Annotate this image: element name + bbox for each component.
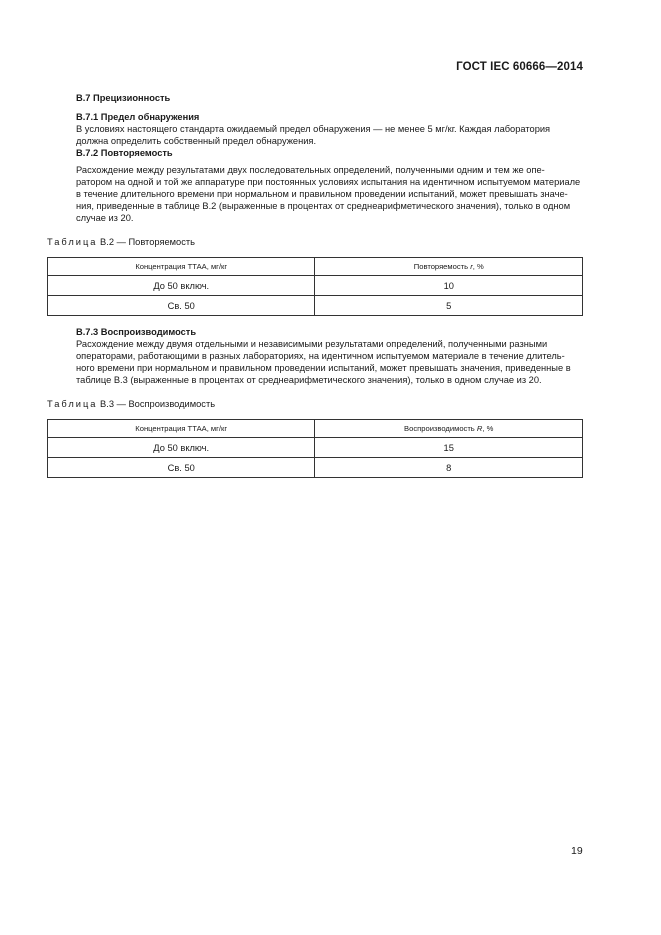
cell-value: 8 bbox=[315, 458, 583, 478]
section-b73-text bbox=[76, 338, 583, 386]
cell-concentration: До 50 включ. bbox=[48, 276, 315, 296]
section-b73-title: В.7.3 Воспроизводимость bbox=[76, 327, 197, 337]
table-header-row bbox=[48, 258, 583, 276]
caption-prefix: Таблица bbox=[47, 237, 98, 247]
text-line: ния, приведенные в таблице В.2 (выраженные в процентах от среднеарифметического значения), только в одном bbox=[76, 201, 571, 211]
text-line: Расхождение между двумя отдельными и независимыми результатами определений, полученными разными bbox=[76, 339, 548, 349]
section-b71-text bbox=[76, 123, 583, 147]
cell-value: 5 bbox=[315, 296, 583, 316]
text-line: должна определить собственный предел обнаружения. bbox=[76, 136, 317, 146]
section-b71-title: В.7.1 Предел обнаружения bbox=[76, 112, 200, 122]
text-line: в течение длительного времени при нормальном и правильном проведении испытаний, может превышать значе- bbox=[76, 189, 568, 199]
text-line: В условиях настоящего стандарта ожидаемый предел обнаружения — не менее 5 мг/кг. Каждая лаборатория bbox=[76, 124, 551, 134]
table-b2 bbox=[47, 257, 583, 316]
section-b72-text bbox=[76, 164, 583, 224]
text-line: ратором на одной и той же аппаратуре при постоянных условиях испытания на идентичном испытуемом материале bbox=[76, 177, 581, 187]
column-header-reproducibility: Воспроизводимость R, % bbox=[315, 420, 583, 438]
caption-text: В.3 — Воспроизводимость bbox=[100, 399, 216, 409]
page-number: 19 bbox=[571, 845, 583, 857]
text-line: Расхождение между результатами двух последовательных определений, полученными одним и тем же опе- bbox=[76, 165, 545, 175]
column-header-concentration: Концентрация ТТАА, мг/кг bbox=[48, 420, 315, 438]
cell-value: 15 bbox=[315, 438, 583, 458]
document-code: ГОСТ IEC 60666—2014 bbox=[456, 61, 583, 73]
text-line: таблице В.3 (выраженные в процентах от среднеарифметического значения), только в одном случае из 20. bbox=[76, 375, 542, 385]
section-b7-title: В.7 Прецизионность bbox=[76, 93, 171, 103]
table-b3 bbox=[47, 419, 583, 478]
cell-concentration: Св. 50 bbox=[48, 458, 315, 478]
table-row bbox=[48, 458, 583, 478]
caption-prefix: Таблица bbox=[47, 399, 98, 409]
caption-text: В.2 — Повторяемость bbox=[100, 237, 195, 247]
cell-concentration: До 50 включ. bbox=[48, 438, 315, 458]
table-header-row bbox=[48, 420, 583, 438]
table-b2-caption bbox=[47, 237, 195, 247]
column-header-repeatability: Повторяемость r, % bbox=[315, 258, 583, 276]
table-b3-caption bbox=[47, 399, 215, 409]
table-row bbox=[48, 296, 583, 316]
cell-value: 10 bbox=[315, 276, 583, 296]
table-row bbox=[48, 438, 583, 458]
section-b72-title: В.7.2 Повторяемость bbox=[76, 148, 173, 158]
table-row bbox=[48, 276, 583, 296]
text-line: ного времени при нормальном и правильном проведении испытаний, может превышать значения, приведенные в bbox=[76, 363, 571, 373]
text-line: случае из 20. bbox=[76, 213, 134, 223]
text-line: операторами, работающими в разных лабораториях, на идентичном испытуемом материале в течение длитель- bbox=[76, 351, 565, 361]
cell-concentration: Св. 50 bbox=[48, 296, 315, 316]
column-header-concentration: Концентрация ТТАА, мг/кг bbox=[48, 258, 315, 276]
